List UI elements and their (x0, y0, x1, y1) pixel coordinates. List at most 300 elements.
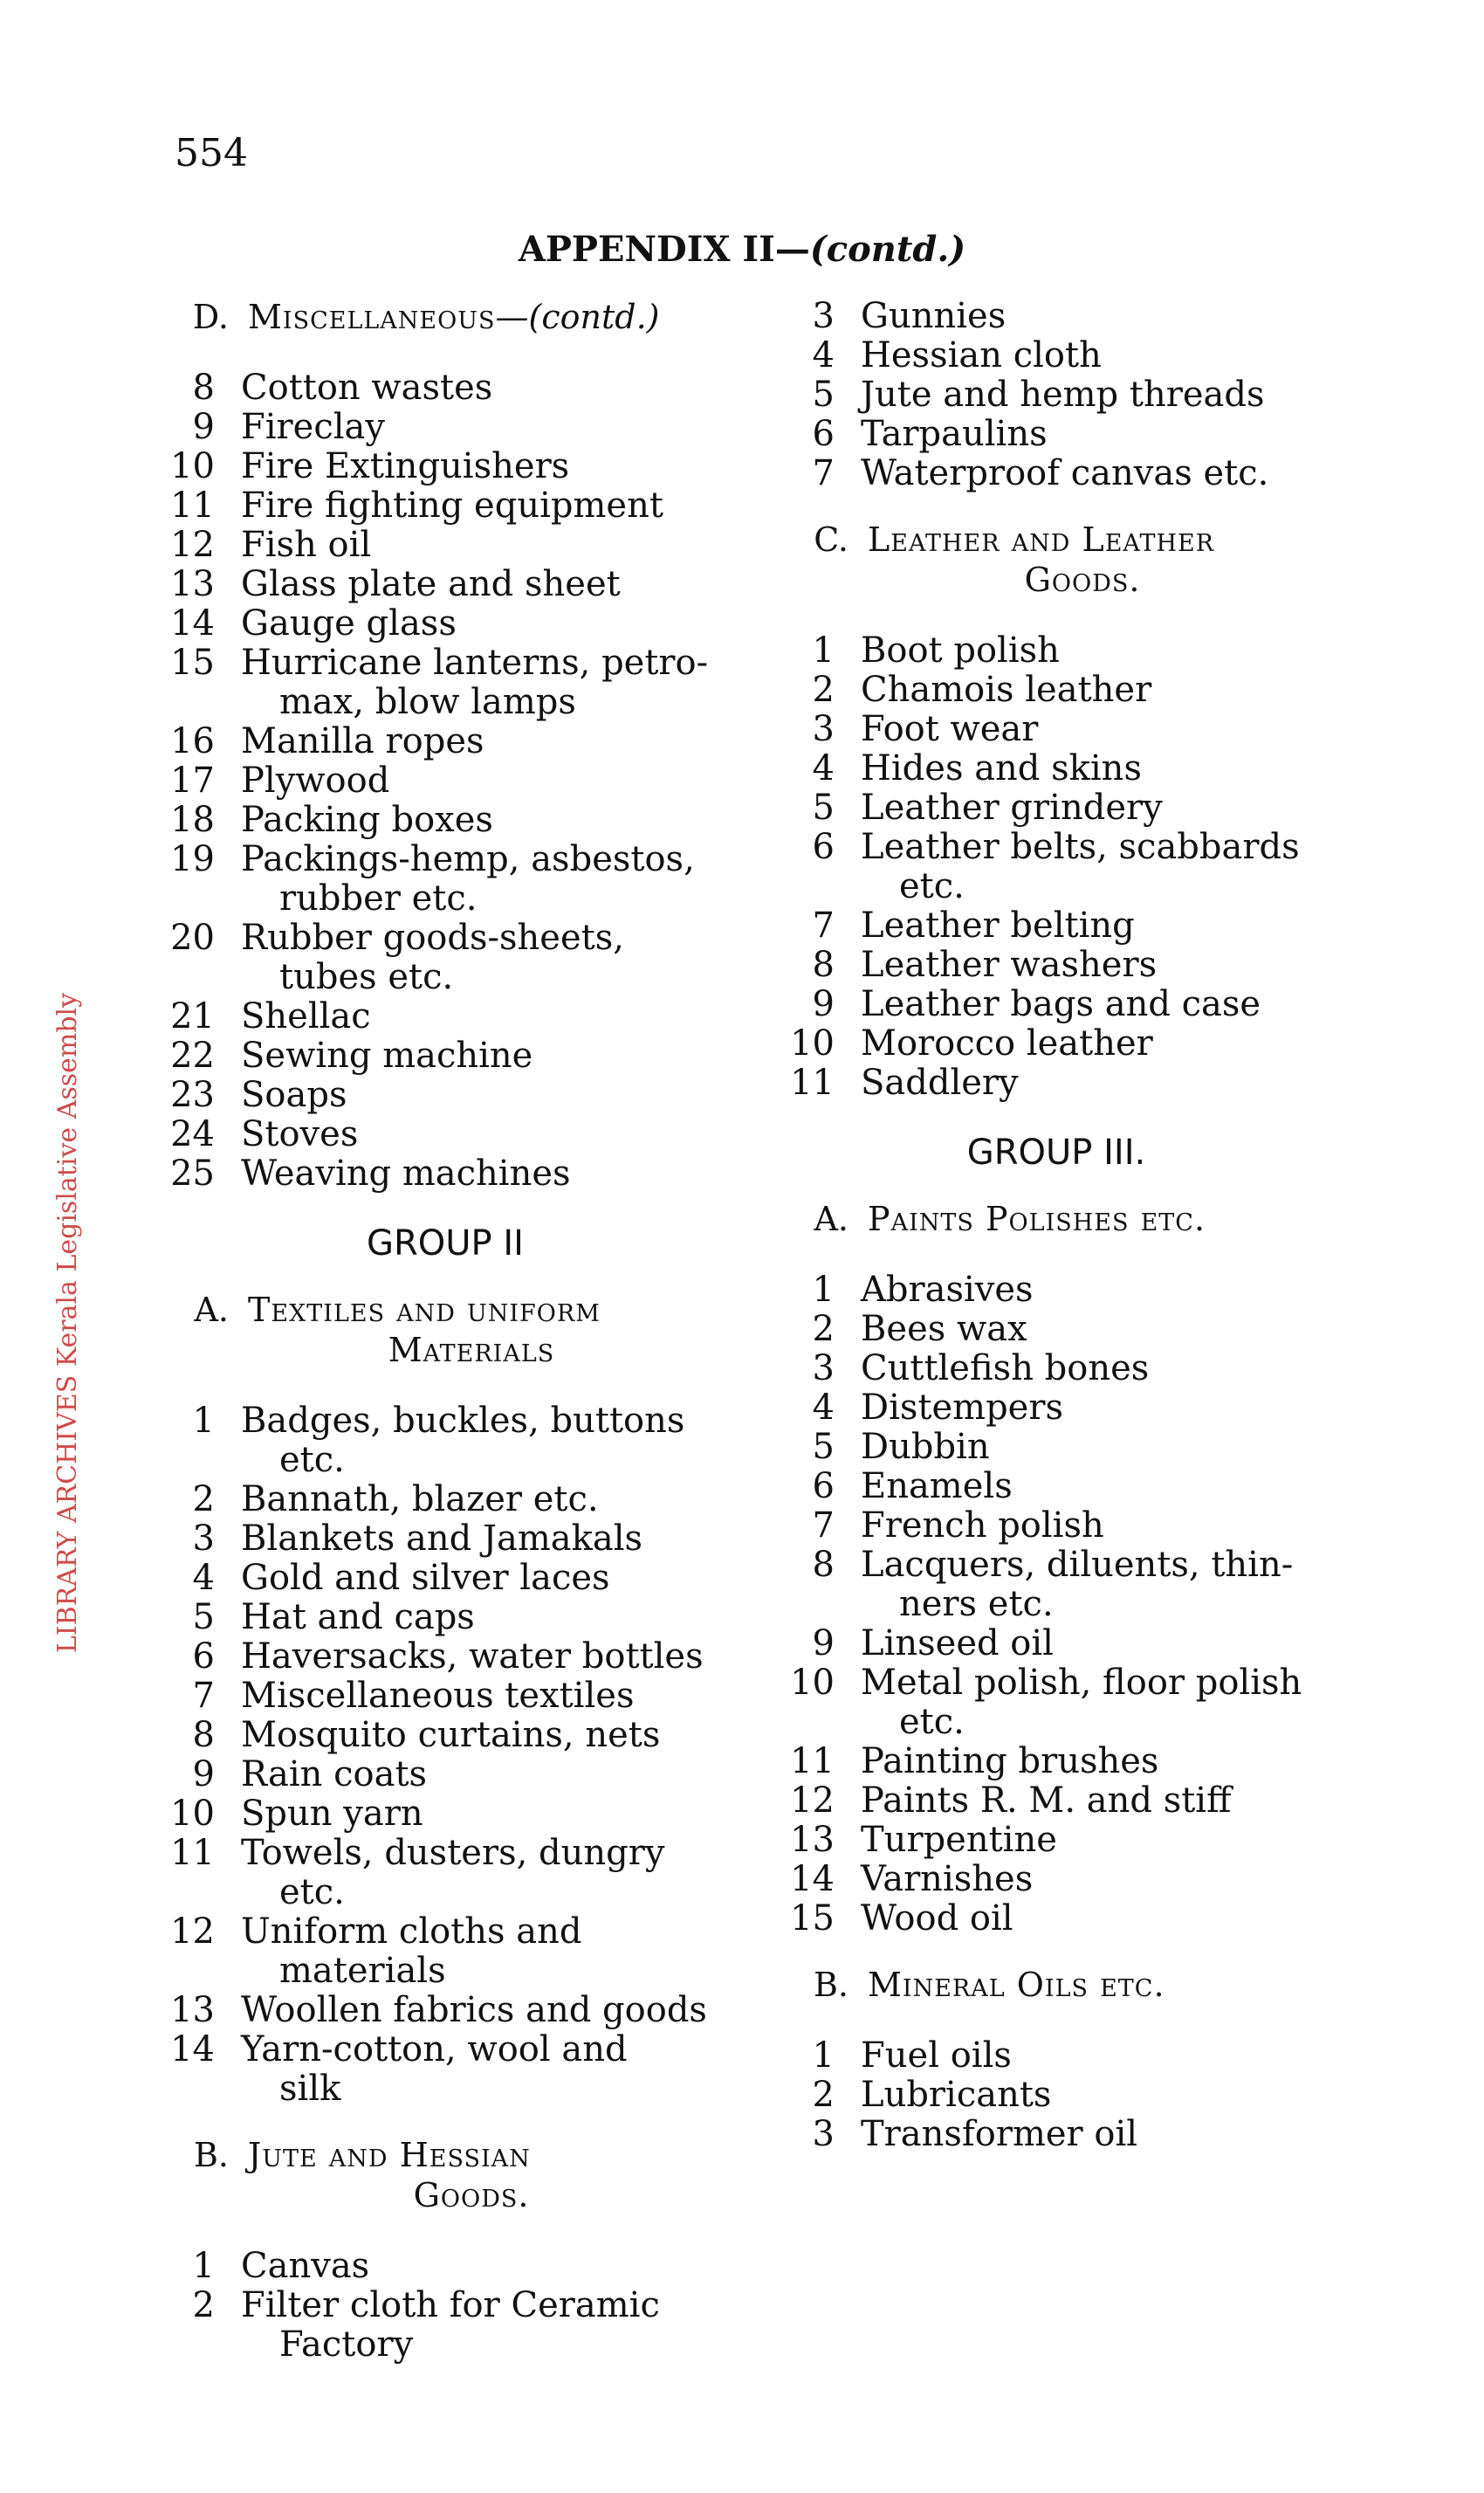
item-text (241, 761, 733, 801)
item-number: 9 (192, 407, 215, 447)
item-text (241, 722, 733, 761)
page-number: 554 (175, 131, 248, 176)
section-heading (157, 1290, 733, 1370)
list-item (157, 1677, 733, 1716)
item-text (861, 1781, 1336, 1821)
item-text-main: Gunnies (861, 296, 1007, 336)
list-item (157, 1154, 733, 1194)
item-text (241, 2030, 733, 2109)
item-text (241, 526, 733, 565)
item-number: 12 (170, 525, 215, 565)
item-text (861, 671, 1336, 710)
item-number: 1 (812, 2035, 835, 2076)
item-number: 9 (192, 1754, 215, 1794)
list-item (157, 919, 733, 997)
item-text (241, 1036, 733, 1076)
list-item (157, 2286, 733, 2365)
item-number: 7 (812, 906, 835, 946)
item-text-main: Fish oil (241, 525, 372, 565)
list-item (777, 1860, 1336, 1899)
list-item (777, 2076, 1336, 2115)
item-number: 5 (192, 1597, 215, 1637)
item-number: 1 (192, 1401, 215, 1441)
item-number: 15 (790, 1898, 835, 1939)
item-number: 4 (812, 335, 835, 375)
item-number: 8 (812, 1545, 835, 1585)
item-text (861, 1064, 1336, 1103)
item-number: 9 (812, 984, 835, 1024)
list-item (777, 375, 1336, 415)
item-text-main: Hurricane lanterns, petro- (241, 643, 709, 683)
item-text-main: Metal polish, floor polish (861, 1663, 1302, 1703)
list-item (777, 1388, 1336, 1428)
item-text-main: Fuel oils (861, 2035, 1012, 2076)
item-text-main: Mosquito curtains, nets (241, 1715, 661, 1755)
section-subtitle: Goods. (1024, 561, 1141, 599)
item-text-continued: materials (279, 1951, 446, 1991)
section-heading (777, 1199, 1336, 1239)
item-text (861, 1742, 1336, 1781)
item-text (241, 1834, 733, 1912)
list-item (157, 1637, 733, 1677)
item-number: 13 (790, 1820, 835, 1860)
item-number: 4 (812, 1388, 835, 1428)
item-text (861, 1506, 1336, 1546)
item-text (861, 375, 1336, 415)
list-item (157, 2247, 733, 2286)
item-number: 2 (812, 2075, 835, 2115)
list-item (157, 604, 733, 644)
list-item (777, 1899, 1336, 1939)
item-text-main: Hat and caps (241, 1597, 475, 1637)
item-text (241, 1559, 733, 1598)
section-title: Paints Polishes etc. (868, 1200, 1206, 1238)
list-item (777, 671, 1336, 710)
item-number: 12 (170, 1911, 215, 1952)
list-item (777, 1310, 1336, 1349)
item-text (241, 1794, 733, 1834)
list-item (777, 906, 1336, 946)
list-item (777, 1821, 1336, 1860)
item-number: 13 (170, 1990, 215, 2030)
list-item (157, 1480, 733, 1519)
item-text-main: Woollen fabrics and goods (241, 1990, 707, 2030)
section-heading (777, 520, 1336, 600)
item-text-main: Linseed oil (861, 1623, 1054, 1663)
item-text (241, 801, 733, 840)
item-text-main: Enamels (861, 1466, 1013, 1506)
item-number: 4 (812, 748, 835, 789)
item-text-main: Distempers (861, 1388, 1063, 1428)
item-text-continued: tubes etc. (279, 957, 454, 997)
item-text (241, 408, 733, 447)
item-text (241, 447, 733, 486)
item-text (861, 946, 1336, 985)
item-text-main: Leather grindery (861, 788, 1163, 828)
list-item (157, 722, 733, 761)
item-text-main: Filter cloth for Ceramic (241, 2285, 660, 2325)
item-text-main: Leather belts, scabbards (861, 827, 1300, 867)
item-text (861, 1899, 1336, 1939)
item-text-main: Blankets and Jamakals (241, 1519, 643, 1559)
list-item (157, 408, 733, 447)
item-text (861, 1663, 1336, 1742)
section-subtitle: Materials (388, 1331, 555, 1369)
item-text (861, 789, 1336, 828)
item-number: 10 (170, 446, 215, 486)
list-item (157, 1559, 733, 1598)
item-text (241, 997, 733, 1036)
item-text-main: Paints R. M. and stiff (861, 1780, 1232, 1821)
title-contd: (contd.) (809, 229, 966, 270)
list-item (157, 1598, 733, 1637)
list-item (777, 2115, 1336, 2154)
list-item (777, 415, 1336, 454)
item-text-main: Gauge glass (241, 603, 457, 644)
item-text-main: Haversacks, water bottles (241, 1636, 704, 1677)
list-item (777, 297, 1336, 336)
list-item (157, 1834, 733, 1912)
item-number: 14 (170, 2029, 215, 2069)
item-text-main: Weaving machines (241, 1154, 571, 1194)
item-text-main: Transformer oil (861, 2114, 1138, 2154)
item-text (241, 1598, 733, 1637)
item-text (241, 2286, 733, 2365)
list-item (777, 1349, 1336, 1388)
item-number: 3 (812, 296, 835, 336)
section-heading (777, 1965, 1336, 2005)
item-text-main: Bees wax (861, 1309, 1027, 1349)
item-number: 5 (812, 375, 835, 415)
item-number: 18 (170, 800, 215, 840)
item-text-main: Waterproof canvas etc. (861, 453, 1269, 493)
item-text-main: Saddlery (861, 1063, 1019, 1103)
list-item (157, 761, 733, 801)
section-title: Textiles and uniform (248, 1291, 601, 1329)
section-letter: B. (193, 2136, 229, 2174)
item-text-main: Towels, dusters, dungry (241, 1833, 665, 1873)
section-title: Mineral Oils etc. (868, 1966, 1165, 2004)
item-number: 12 (790, 1780, 835, 1821)
item-number: 20 (170, 918, 215, 958)
section-title: Leather and Leather (868, 520, 1215, 559)
list-item (157, 1755, 733, 1794)
item-number: 2 (812, 670, 835, 710)
item-text (861, 2115, 1336, 2154)
item-text-continued: ners etc. (899, 1584, 1054, 1624)
item-text-continued: Factory (279, 2324, 414, 2365)
item-text (861, 454, 1336, 493)
item-text (241, 1991, 733, 2030)
item-text (241, 1677, 733, 1716)
list-item (777, 749, 1336, 789)
item-text-main: Plywood (241, 761, 390, 801)
list-item (777, 1506, 1336, 1546)
list-item (777, 1546, 1336, 1624)
item-text (241, 368, 733, 408)
item-number: 6 (812, 827, 835, 867)
item-number: 5 (812, 1427, 835, 1467)
item-text (241, 2247, 733, 2286)
item-text (861, 631, 1336, 671)
item-text-continued: etc. (899, 866, 965, 906)
item-number: 11 (790, 1741, 835, 1781)
item-number: 5 (812, 788, 835, 828)
item-text-main: Yarn-cotton, wool and (241, 2029, 628, 2069)
item-number: 1 (812, 630, 835, 671)
list-item (157, 997, 733, 1036)
section-letter: D. (192, 298, 229, 336)
item-number: 17 (170, 761, 215, 801)
right-column (777, 297, 1336, 2154)
item-number: 10 (170, 1794, 215, 1834)
list-item (157, 801, 733, 840)
item-text (241, 1076, 733, 1115)
item-text (861, 2036, 1336, 2076)
item-text-main: Rubber goods-sheets, (241, 918, 624, 958)
item-text-main: Lacquers, diluents, thin- (861, 1545, 1294, 1585)
list-item (157, 526, 733, 565)
list-item (157, 1991, 733, 2030)
title-main: APPENDIX II— (518, 229, 810, 270)
item-number: 6 (812, 1466, 835, 1506)
item-number: 11 (170, 486, 215, 526)
item-number: 1 (812, 1270, 835, 1310)
item-number: 7 (812, 1505, 835, 1546)
item-text (241, 1480, 733, 1519)
item-number: 25 (170, 1154, 215, 1194)
list-item (157, 565, 733, 604)
list-item (777, 985, 1336, 1024)
item-text-main: Dubbin (861, 1427, 990, 1467)
item-text-main: Bannath, blazer etc. (241, 1479, 599, 1519)
list-item (777, 1024, 1336, 1064)
item-number: 3 (812, 709, 835, 749)
item-number: 3 (812, 1348, 835, 1388)
item-text-main: Stoves (241, 1114, 359, 1154)
list-item (777, 946, 1336, 985)
item-text-main: Wood oil (861, 1898, 1013, 1939)
list-item (777, 1064, 1336, 1103)
item-text-main: Hessian cloth (861, 335, 1102, 375)
list-item (777, 1663, 1336, 1742)
item-text (861, 336, 1336, 375)
item-number: 21 (170, 996, 215, 1036)
list-item (777, 789, 1336, 828)
list-item (157, 1036, 733, 1076)
archive-sidebar-label: LIBRARY ARCHIVES Kerala Legislative Assembly (52, 992, 83, 1654)
item-number: 2 (812, 1309, 835, 1349)
item-text-main: Foot wear (861, 709, 1039, 749)
item-text-main: Varnishes (861, 1859, 1034, 1899)
item-text-main: Leather washers (861, 945, 1158, 985)
list-item (157, 644, 733, 722)
item-text (861, 1428, 1336, 1467)
item-text-main: Canvas (241, 2246, 370, 2286)
item-text-main: Miscellaneous textiles (241, 1676, 635, 1716)
item-number: 11 (790, 1063, 835, 1103)
item-number: 23 (170, 1075, 215, 1115)
item-number: 10 (790, 1023, 835, 1064)
item-text-continued: etc. (899, 1702, 965, 1742)
item-text (861, 1546, 1336, 1624)
item-number: 6 (812, 414, 835, 454)
item-text (241, 840, 733, 919)
item-number: 8 (192, 368, 215, 408)
item-text-main: Packing boxes (241, 800, 493, 840)
list-item (777, 336, 1336, 375)
item-number: 1 (192, 2246, 215, 2286)
list-item (777, 454, 1336, 493)
item-text (241, 644, 733, 722)
section-title: Jute and Hessian (248, 2136, 531, 2174)
list-item (157, 1076, 733, 1115)
item-number: 6 (192, 1636, 215, 1677)
item-text (861, 1467, 1336, 1506)
item-text-main: Turpentine (861, 1820, 1057, 1860)
item-text (241, 1401, 733, 1480)
list-item (777, 2036, 1336, 2076)
item-text (241, 1115, 733, 1154)
item-number: 15 (170, 643, 215, 683)
item-number: 3 (192, 1519, 215, 1559)
list-item (157, 1401, 733, 1480)
item-text (861, 1860, 1336, 1899)
item-number: 22 (170, 1036, 215, 1076)
item-text-main: Leather bags and case (861, 984, 1261, 1024)
item-text-continued: rubber etc. (279, 878, 477, 919)
list-item (157, 1912, 733, 1991)
item-number: 14 (170, 603, 215, 644)
item-text-main: Sewing machine (241, 1036, 533, 1076)
item-text-continued: etc. (279, 1440, 345, 1480)
item-text-main: Tarpaulins (861, 414, 1048, 454)
item-text (241, 1519, 733, 1559)
list-item (157, 368, 733, 408)
item-text (861, 1349, 1336, 1388)
item-number: 14 (790, 1859, 835, 1899)
item-number: 13 (170, 564, 215, 604)
item-text (861, 710, 1336, 749)
item-text-main: Painting brushes (861, 1741, 1159, 1781)
item-text-main: Abrasives (861, 1270, 1034, 1310)
item-text (861, 297, 1336, 336)
item-number: 8 (192, 1715, 215, 1755)
item-text (241, 604, 733, 644)
item-text (241, 1154, 733, 1194)
list-item (157, 840, 733, 919)
item-text (241, 1912, 733, 1991)
item-text (861, 985, 1336, 1024)
item-text (861, 1024, 1336, 1064)
item-number: 2 (192, 2285, 215, 2325)
list-item (157, 2030, 733, 2109)
section-letter: C. (814, 520, 848, 559)
item-text-continued: max, blow lamps (279, 682, 576, 722)
list-item (157, 447, 733, 486)
item-text-main: Spun yarn (241, 1794, 423, 1834)
list-item (777, 1624, 1336, 1663)
list-item (157, 1519, 733, 1559)
item-text-continued: etc. (279, 1872, 345, 1912)
list-item (157, 1794, 733, 1834)
item-text (861, 2076, 1336, 2115)
item-number: 11 (170, 1833, 215, 1873)
item-text (861, 1624, 1336, 1663)
section-heading (157, 297, 733, 337)
item-text-main: Fire Extinguishers (241, 446, 570, 486)
section-title: Miscellaneous (248, 298, 496, 336)
list-item (777, 1271, 1336, 1310)
item-text (241, 565, 733, 604)
item-text-main: Glass plate and sheet (241, 564, 621, 604)
item-text (861, 1821, 1336, 1860)
item-number: 8 (812, 945, 835, 985)
section-subtitle: Goods. (413, 2176, 530, 2214)
item-text-main: Badges, buckles, buttons (241, 1401, 685, 1441)
item-text-continued: silk (279, 2069, 341, 2109)
list-item (777, 710, 1336, 749)
item-number: 10 (790, 1663, 835, 1703)
item-text-main: Fire fighting equipment (241, 486, 663, 526)
section-letter: A. (814, 1200, 848, 1238)
item-text-main: Morocco leather (861, 1023, 1153, 1064)
item-text-main: Hides and skins (861, 748, 1142, 789)
item-text-main: Manilla ropes (241, 721, 484, 761)
list-item (777, 828, 1336, 906)
item-text-main: Gold and silver laces (241, 1558, 610, 1598)
item-text-main: Chamois leather (861, 670, 1152, 710)
item-text-main: Cotton wastes (241, 368, 493, 408)
item-text (241, 1637, 733, 1677)
item-text-main: Lubricants (861, 2075, 1052, 2115)
item-number: 7 (192, 1676, 215, 1716)
page-title (0, 229, 1484, 270)
item-number: 2 (192, 1479, 215, 1519)
list-item (777, 1742, 1336, 1781)
item-number: 9 (812, 1623, 835, 1663)
list-item (157, 486, 733, 526)
item-text (861, 906, 1336, 946)
list-item (157, 1115, 733, 1154)
item-text (861, 1388, 1336, 1428)
item-number: 4 (192, 1558, 215, 1598)
item-number: 7 (812, 453, 835, 493)
group-heading: GROUP III. (966, 1133, 1146, 1173)
item-text (241, 919, 733, 997)
item-number: 16 (170, 721, 215, 761)
left-column (157, 297, 733, 2365)
item-text-main: Soaps (241, 1075, 347, 1115)
section-heading (157, 2135, 733, 2215)
item-text (861, 1271, 1336, 1310)
list-item (777, 631, 1336, 671)
section-letter: A. (194, 1291, 229, 1329)
list-item (777, 1428, 1336, 1467)
list-item (777, 1467, 1336, 1506)
group-heading: GROUP II (367, 1223, 524, 1264)
item-text-main: Cuttlefish bones (861, 1348, 1150, 1388)
item-text-main: Shellac (241, 996, 371, 1036)
item-text-main: Jute and hemp threads (861, 375, 1265, 415)
item-text-main: Uniform cloths and (241, 1911, 582, 1952)
item-text (861, 415, 1336, 454)
list-item (777, 1781, 1336, 1821)
item-text-main: Fireclay (241, 407, 385, 447)
section-letter: B. (813, 1966, 848, 2004)
item-number: 19 (170, 839, 215, 879)
item-text (861, 1310, 1336, 1349)
